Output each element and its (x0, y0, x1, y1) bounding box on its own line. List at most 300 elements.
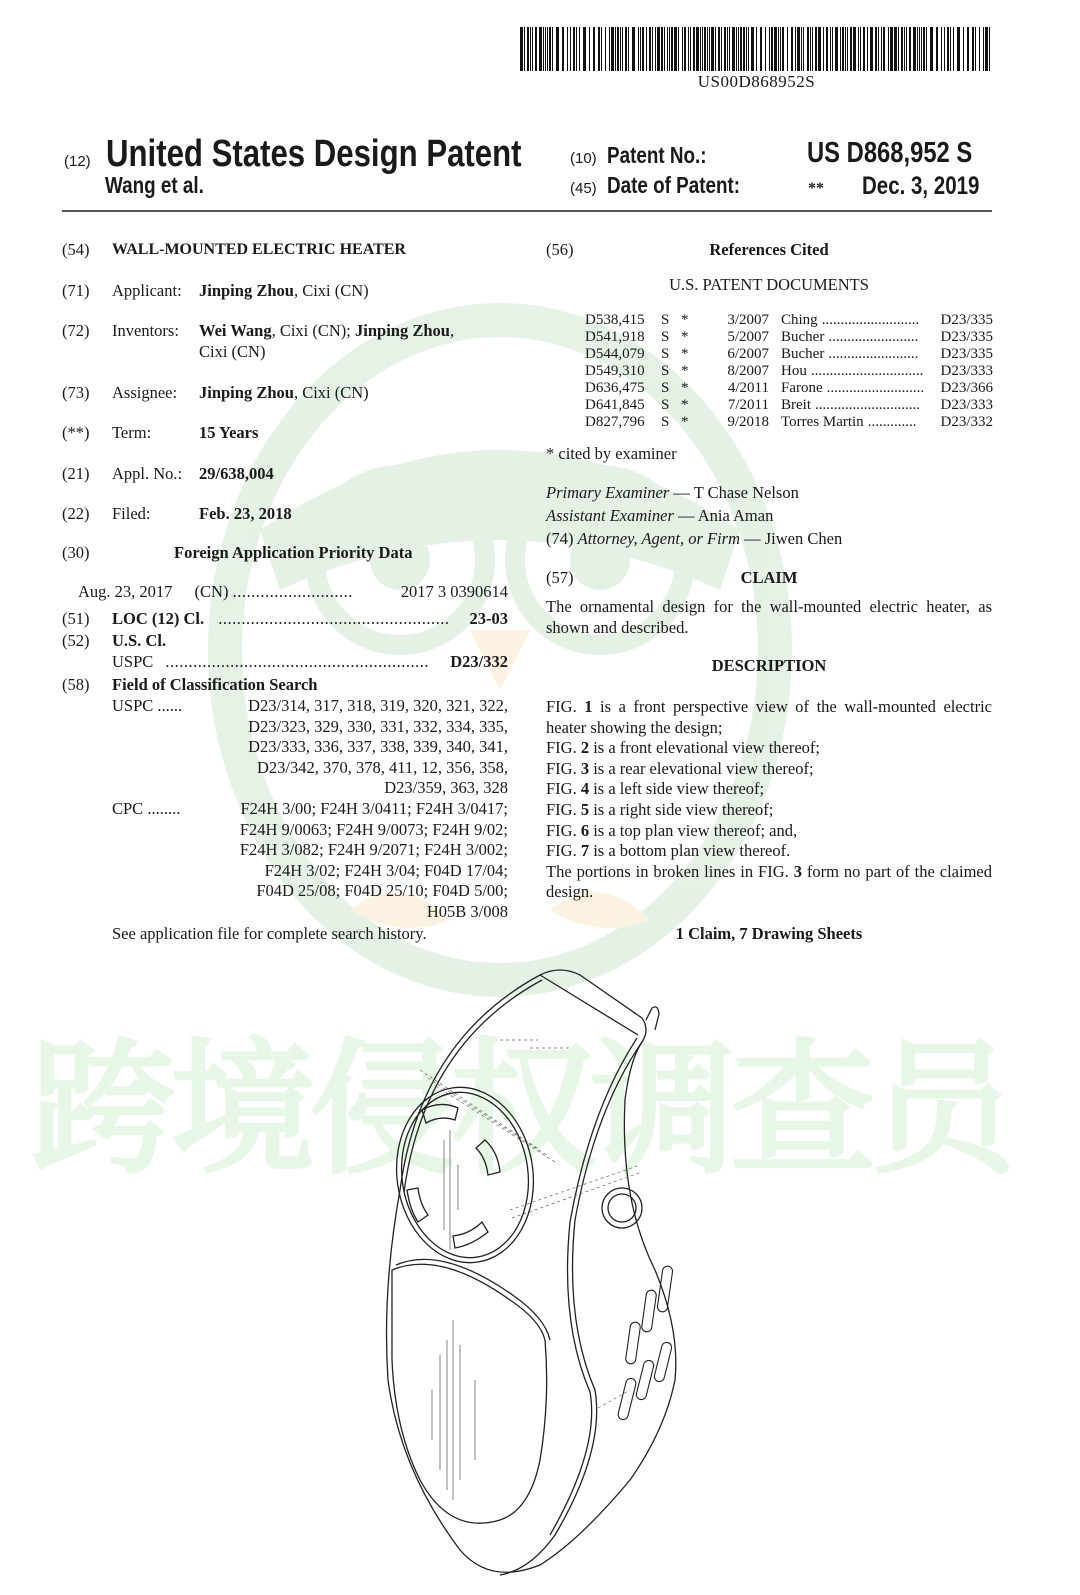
reference-inventor: Breit (781, 397, 811, 413)
search-history-note: See application file for complete search history. (112, 924, 427, 943)
figure-descriptions (546, 697, 992, 903)
inid-code-12: (12) (64, 153, 91, 170)
priority-country: (CN) (194, 582, 229, 601)
barcode-bar (549, 27, 551, 71)
loc-row (112, 609, 508, 629)
reference-inventor: Torres Martin (781, 414, 864, 430)
barcode-bar (593, 27, 595, 71)
priority-number: 2017 3 0390614 (400, 582, 508, 601)
assignee-label: Assignee: (112, 383, 178, 402)
barcode-bar (818, 27, 821, 71)
barcode-bar (579, 27, 580, 71)
barcode-bar (760, 27, 762, 71)
barcode-bar (556, 27, 559, 71)
reference-row (585, 380, 993, 397)
reference-class: D23/366 (940, 380, 993, 396)
barcode-bar (801, 27, 802, 71)
uspc-line: D23/314, 317, 318, 319, 320, 321, 322, (248, 696, 508, 715)
inid-code-21: (21) (62, 464, 90, 483)
barcode-bar (870, 27, 873, 71)
attorney-name: — Jiwen Chen (740, 529, 843, 548)
barcode-bar (709, 27, 710, 71)
reference-row (585, 414, 993, 431)
figure-description (546, 759, 992, 780)
cpc-line: F24H 3/00; F24H 3/0411; F24H 3/0417; (240, 799, 508, 818)
assignee-location: , Cixi (CN) (293, 383, 369, 402)
inid-code-10: (10) (570, 150, 597, 167)
leader-dots: .......................... (232, 582, 353, 601)
barcode-bar (967, 27, 969, 71)
barcode-bar (812, 27, 813, 71)
barcode-bar (622, 27, 623, 71)
references-subheading: U.S. PATENT DOCUMENTS (669, 275, 869, 294)
inventor-location: Cixi (CN) (199, 342, 266, 361)
barcode-bar (711, 27, 714, 71)
barcode-bar (936, 27, 938, 71)
attorney-label: Attorney, Agent, or Firm (577, 529, 741, 548)
description-heading: DESCRIPTION (711, 656, 827, 675)
barcode-bar (901, 27, 903, 71)
uspc-line: D23/333, 336, 337, 338, 339, 340, 341, (248, 737, 508, 756)
barcode-bar (704, 27, 706, 71)
barcode-bar (807, 27, 809, 71)
patent-number-line (570, 142, 728, 169)
barcode-bar (543, 27, 544, 71)
inid-code-56: (56) (546, 240, 574, 259)
figure-text: is a front elevational view thereof; (589, 738, 821, 758)
reference-row (585, 397, 993, 414)
reference-number: D641,845 (585, 397, 645, 413)
barcode-bar (909, 27, 911, 71)
applicant-value (199, 281, 369, 301)
barcode-bar (684, 27, 686, 71)
reference-class: D23/335 (940, 312, 993, 328)
barcode-bar (853, 27, 856, 71)
barcode-bar (795, 27, 796, 71)
cpc-line: F24H 3/02; F24H 3/04; F04D 17/04; (264, 860, 508, 880)
barcode-bar (847, 27, 848, 71)
figure-number: 7 (580, 841, 590, 861)
appl-no-value: 29/638,004 (199, 464, 274, 483)
barcode-bar (539, 27, 542, 71)
reference-date: 3/2007 (727, 312, 769, 328)
barcode-bar (678, 27, 679, 71)
barcode-bar (989, 27, 990, 71)
assistant-examiner-name: — Ania Aman (673, 506, 774, 525)
barcode-bar (567, 27, 568, 71)
leader-dots: ...... (157, 696, 183, 715)
filed-label: Filed: (112, 504, 151, 523)
figure-number: 6 (580, 820, 590, 840)
claims-sheets-summary: 1 Claim, 7 Drawing Sheets (675, 924, 863, 943)
barcode-bar (771, 27, 773, 71)
reference-kind: S (661, 414, 670, 430)
reference-inventor: Ching (781, 312, 818, 328)
reference-class: D23/333 (940, 363, 993, 379)
inventor-name: Jinping Zhou (355, 321, 450, 340)
barcode-bar (601, 27, 602, 71)
figure-text: is a left side view thereof; (589, 779, 765, 799)
reference-date: 9/2018 (727, 414, 769, 430)
reference-number: D827,796 (585, 414, 645, 430)
barcode-bar (570, 27, 571, 71)
figure-text: is a top plan view thereof; and, (589, 820, 798, 840)
barcode-bar (547, 27, 548, 71)
examiner-cited-marker: * (681, 397, 689, 413)
references-table (585, 312, 993, 431)
leader-dots: .............................. (810, 363, 924, 379)
foreign-priority-heading: Foreign Application Priority Data (174, 543, 413, 562)
barcode-bar (642, 27, 644, 71)
barcode-bar (702, 27, 703, 71)
inid-code-74: (74) (546, 529, 574, 548)
barcode-bar (917, 27, 918, 71)
claim-heading: CLAIM (740, 568, 798, 587)
reference-class: D23/335 (940, 346, 993, 362)
date-label: Date of Patent: (606, 172, 740, 198)
barcode-bar (693, 27, 695, 71)
barcode-bar (765, 27, 766, 71)
barcode-bar (944, 27, 945, 71)
leader-dots: .......................... (821, 312, 920, 328)
watermark-text: 跨境侵权调查员 (30, 1025, 1010, 1195)
barcode-bar (881, 27, 882, 71)
note-text: The portions in broken lines in FIG. (546, 861, 794, 881)
applicant-name: Jinping Zhou (199, 281, 294, 300)
inid-code-22: (22) (62, 504, 90, 523)
barcode-bar (803, 27, 804, 71)
filed-value: Feb. 23, 2018 (199, 504, 292, 523)
patent-number-label: Patent No.: (606, 142, 707, 168)
barcode-bar (657, 27, 660, 71)
barcode-bar (625, 27, 627, 71)
barcode-bar (894, 27, 897, 71)
inid-code-term: (**) (62, 423, 90, 442)
leader-dots: ........................ (828, 346, 919, 362)
barcode-bar (888, 27, 889, 71)
loc-value: 23-03 (469, 609, 508, 628)
attorney (546, 529, 842, 549)
leader-dots: ........................ (828, 329, 919, 345)
figure-description (546, 738, 992, 759)
barcode-bar (605, 27, 606, 71)
uspc-line: D23/359, 363, 328 (384, 778, 508, 797)
barcode-bar (632, 27, 635, 71)
term-marker: ** (808, 180, 824, 197)
authors: Wang et al. (105, 172, 204, 198)
uspc-line: D23/342, 370, 378, 411, 12, 356, 358, (256, 757, 508, 777)
figure-text: FIG. (546, 738, 581, 758)
barcode-bar (972, 27, 974, 71)
barcode-bar (860, 27, 861, 71)
barcode-bar (941, 27, 942, 71)
barcode-bar (738, 27, 739, 71)
barcode-bar (840, 27, 841, 71)
barcode-bar (690, 27, 691, 71)
cpc-line: F24H 9/0063; F24H 9/0073; F24H 9/02; (239, 819, 508, 839)
barcode-bar (520, 27, 523, 71)
barcode-bar (898, 27, 899, 71)
primary-examiner-name: — T Chase Nelson (669, 483, 799, 502)
barcode-bar (527, 27, 529, 71)
reference-row (585, 329, 993, 346)
figure-description (546, 800, 992, 821)
barcode-bar (562, 27, 564, 71)
figure-number: 2 (580, 738, 590, 758)
inid-code-30: (30) (62, 543, 90, 562)
reference-kind: S (661, 346, 670, 362)
barcode-bar (674, 27, 677, 71)
patent-type-title: United States Design Patent (106, 133, 522, 175)
barcode-bar (615, 27, 616, 71)
figure-text: is a bottom plan view thereof. (589, 841, 791, 861)
uspc-label: USPC (112, 696, 154, 715)
figure-number: 3 (793, 861, 802, 881)
figure-number: 1 (584, 697, 593, 716)
barcode-bar (906, 27, 907, 71)
barcode-bar (926, 27, 927, 71)
barcode-bar (913, 27, 916, 71)
barcode-bar (736, 27, 737, 71)
barcode-bar (611, 27, 614, 71)
barcode-bar (740, 27, 742, 71)
barcode-bar (845, 27, 846, 71)
inid-code-72: (72) (62, 321, 90, 340)
barcode-bar (589, 27, 590, 71)
barcode-bar (835, 27, 838, 71)
barcode-bar (545, 27, 546, 71)
reference-date: 5/2007 (727, 329, 769, 345)
barcode-bar (640, 27, 641, 71)
barcode-bar (930, 27, 933, 71)
barcode-bar (823, 27, 824, 71)
barcode-bar (832, 27, 833, 71)
reference-kind: S (661, 380, 670, 396)
barcode-bar (919, 27, 920, 71)
appl-no-label: Appl. No.: (112, 464, 183, 483)
broken-lines-note (546, 862, 992, 903)
figure-text: FIG. (546, 697, 585, 716)
inid-code-73: (73) (62, 383, 90, 402)
barcode-bar (638, 27, 639, 71)
applicant-label: Applicant: (112, 281, 182, 300)
uspc-line: D23/323, 329, 330, 331, 332, 334, 335, (248, 716, 508, 736)
barcode-bar (863, 27, 865, 71)
barcode-bar (830, 27, 831, 71)
barcode-bar (532, 27, 533, 71)
figure-text: FIG. (546, 841, 581, 861)
barcode-bar (791, 27, 793, 71)
leader-dots: ............. (867, 414, 917, 430)
inid-code-71: (71) (62, 281, 90, 300)
inventor-name: Wei Wang (199, 321, 272, 340)
figure-description (546, 697, 992, 738)
barcode-bar (985, 27, 988, 71)
inventors-label: Inventors: (112, 321, 179, 340)
note-text: form no part of the claimed design. (546, 861, 992, 902)
barcode-bar (878, 27, 879, 71)
field-search-heading: Field of Classification Search (112, 675, 318, 694)
patent-type-heading (64, 132, 613, 176)
barcode-bar (815, 27, 817, 71)
inid-code-52: (52) (62, 631, 90, 650)
reference-inventor: Bucher (781, 329, 825, 345)
reference-number: D538,415 (585, 312, 645, 328)
barcode-bar (778, 27, 779, 71)
figure-text: FIG. (546, 820, 581, 840)
barcode-bar (667, 27, 668, 71)
cpc-label: CPC (112, 799, 144, 818)
figure-description (546, 841, 992, 862)
cpc-line: F24H 3/082; F24H 9/2071; F24H 3/002; (239, 840, 508, 859)
examiner-cited-marker: * (681, 329, 689, 345)
barcode-bar (524, 27, 525, 71)
barcode-bar (696, 27, 699, 71)
examiner-cited-marker: * (681, 414, 689, 430)
reference-kind: S (661, 329, 670, 345)
figure-text: is a front perspective view of the wall-mounted electric heater showing the design; (546, 697, 992, 737)
reference-row (585, 312, 993, 329)
barcode-bar (727, 27, 728, 71)
assistant-examiner-label: Assistant Examiner (546, 506, 674, 525)
examiner-cited-marker: * (681, 363, 689, 379)
reference-number: D541,918 (585, 329, 645, 345)
leader-dots: .................................................. (218, 609, 450, 628)
barcode-bar (646, 27, 647, 71)
header-divider (62, 210, 992, 212)
barcode-bar (669, 27, 670, 71)
field-search-cpc-label (112, 799, 180, 819)
cpc-line: H05B 3/008 (426, 901, 508, 921)
barcode (520, 27, 993, 71)
barcode-bar (718, 27, 720, 71)
barcode-bar (923, 27, 925, 71)
barcode-bar (858, 27, 859, 71)
barcode-bar (921, 27, 922, 71)
barcode-bar (617, 27, 619, 71)
leader-dots: ......................................................... (165, 652, 430, 671)
barcode-bar (576, 27, 577, 71)
uspc-classes (200, 696, 508, 799)
cited-by-examiner-note: * cited by examiner (546, 444, 677, 463)
barcode-bar (573, 27, 575, 71)
cpc-line: F04D 25/08; F04D 25/10; F04D 5/00; (256, 881, 508, 900)
priority-date: Aug. 23, 2017 (78, 582, 173, 601)
barcode-bar (875, 27, 877, 71)
barcode-bar (671, 27, 673, 71)
cpc-classes (190, 799, 508, 922)
barcode-bar (652, 27, 653, 71)
barcode-bar (953, 27, 954, 71)
figure-text: FIG. (546, 799, 581, 819)
reference-number: D544,079 (585, 346, 645, 362)
barcode-bar (751, 27, 754, 71)
figure-number: 3 (580, 758, 590, 778)
inid-code-45: (45) (570, 180, 597, 197)
barcode-bar (957, 27, 960, 71)
inventor-separator: , (449, 321, 455, 340)
barcode-bar (746, 27, 747, 71)
barcode-bar (979, 27, 980, 71)
barcode-bar (890, 27, 893, 71)
barcode-bar (724, 27, 726, 71)
patent-number: US D868,952 S (807, 137, 973, 169)
reference-date: 6/2007 (727, 346, 769, 362)
barcode-bar (756, 27, 757, 71)
barcode-bar (664, 27, 665, 71)
leader-dots: ............................ (815, 397, 920, 413)
barcode-bar (743, 27, 745, 71)
barcode-bar (810, 27, 811, 71)
figure-text: FIG. (546, 758, 581, 778)
barcode-bar (850, 27, 852, 71)
figure-text: is a rear elevational view thereof; (589, 758, 814, 778)
design-drawing-figure (380, 960, 720, 1590)
barcode-bar (780, 27, 781, 71)
barcode-bar (609, 27, 610, 71)
barcode-bar (620, 27, 621, 71)
barcode-bar (552, 27, 553, 71)
examiner-cited-marker: * (681, 380, 689, 396)
reference-row (585, 346, 993, 363)
barcode-bar (883, 27, 885, 71)
patent-date-line (570, 172, 769, 199)
assignee-value (199, 383, 369, 403)
figure-text: is a right side view thereof; (589, 799, 774, 819)
reference-class: D23/333 (940, 397, 993, 413)
figure-description (546, 779, 992, 800)
barcode-bar (732, 27, 735, 71)
reference-kind: S (661, 312, 670, 328)
barcode-number: US00D868952S (697, 72, 816, 91)
barcode-bar (950, 27, 951, 71)
us-cl-label: U.S. Cl. (112, 631, 167, 650)
barcode-bar (688, 27, 689, 71)
barcode-bar (748, 27, 749, 71)
barcode-bar (787, 27, 788, 71)
figure-text: FIG. (546, 779, 581, 799)
primary-examiner (546, 483, 799, 503)
barcode-bar (963, 27, 964, 71)
barcode-bar (867, 27, 868, 71)
barcode-bar (649, 27, 651, 71)
patent-date: Dec. 3, 2019 (862, 172, 980, 200)
barcode-bar (842, 27, 844, 71)
barcode-bar (628, 27, 629, 71)
inid-code-54: (54) (62, 240, 90, 259)
barcode-bar (774, 27, 777, 71)
reference-number: D636,475 (585, 380, 645, 396)
leader-dots: .......................... (826, 380, 925, 396)
barcode-bar (583, 27, 586, 71)
assignee-name: Jinping Zhou (199, 383, 294, 402)
reference-inventor: Bucher (781, 346, 825, 362)
barcode-bar (530, 27, 531, 71)
barcode-bar (598, 27, 600, 71)
barcode-bar (661, 27, 663, 71)
reference-date: 8/2007 (727, 363, 769, 379)
examiner-cited-marker: * (681, 346, 689, 362)
leader-dots: ........ (147, 799, 181, 818)
reference-date: 4/2011 (727, 380, 769, 396)
us-cl-value: D23/332 (450, 652, 508, 671)
assistant-examiner (546, 506, 773, 526)
field-search-uspc-label (112, 696, 182, 716)
barcode-bar (782, 27, 784, 71)
term-label: Term: (112, 423, 152, 442)
barcode-bar (535, 27, 537, 71)
inventor-location: , Cixi (CN); (271, 321, 356, 340)
